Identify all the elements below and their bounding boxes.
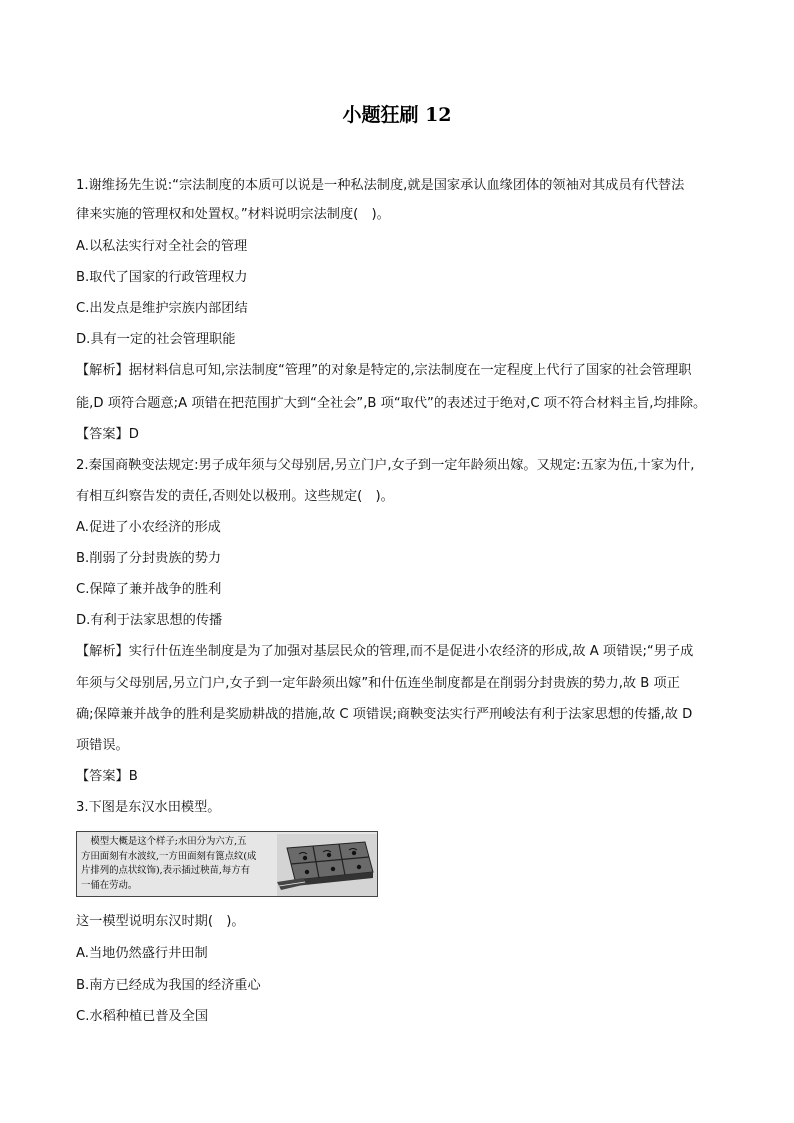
question-2-analysis-cont: 年须与父母别居,另立门户,女子到一定年龄须出嫁”和什伍连坐制度都是在削弱分封贵族的势力,故 B 项正 bbox=[76, 676, 680, 691]
question-2-answer: 【答案】B bbox=[76, 769, 138, 784]
question-1-answer: 【答案】D bbox=[76, 427, 139, 442]
question-2-option-d: D.有利于法家思想的传播 bbox=[76, 613, 223, 628]
question-1-analysis-cont: 能,D 项符合题意;A 项错在把范围扩大到“全社会”,B 项“取代”的表述过于绝对,C 项不符合材料主旨,均排除。 bbox=[76, 396, 707, 411]
question-2-stem: 2.秦国商鞅变法规定:男子成年须与父母别居,另立门户,女子到一定年龄须出嫁。又规定:五家为伍,十家为什, bbox=[76, 458, 695, 473]
question-2-option-b: B.削弱了分封贵族的势力 bbox=[76, 551, 222, 566]
page-title: 小题狂刷 12 bbox=[342, 104, 452, 126]
figure-caption-line: 一俑在劳动。 bbox=[81, 879, 138, 891]
figure-caption-line: 模型大概是这个样子;水田分为六方,五 bbox=[81, 836, 247, 847]
question-1-option-a: A.以私法实行对全社会的管理 bbox=[76, 239, 248, 254]
question-3-stem: 3.下图是东汉水田模型。 bbox=[76, 800, 221, 815]
question-2-analysis-cont3: 项错误。 bbox=[76, 738, 129, 753]
question-2-stem-cont: 有相互纠察告发的责任,否则处以极刑。这些规定( )。 bbox=[76, 489, 394, 504]
figure-caption-line: 片排列的点状纹饰),表示插过秧苗,每方有 bbox=[81, 865, 250, 876]
question-2-analysis-cont2: 确;保障兼并战争的胜利是奖励耕战的措施,故 C 项错误;商鞅变法实行严刑峻法有利于法家思想的传播,故 D bbox=[76, 707, 693, 722]
question-1-option-b: B.取代了国家的行政管理权力 bbox=[76, 270, 248, 285]
question-3-option-a: A.当地仍然盛行井田制 bbox=[76, 946, 208, 961]
question-3-option-c: C.水稻种植已普及全国 bbox=[76, 1009, 209, 1024]
paddy-field-model-image bbox=[277, 834, 377, 896]
question-3-option-b: B.南方已经成为我国的经济重心 bbox=[76, 978, 261, 993]
question-2-option-c: C.保障了兼并战争的胜利 bbox=[76, 582, 222, 597]
question-1-option-d: D.具有一定的社会管理职能 bbox=[76, 332, 236, 347]
question-1-stem: 1.谢维扬先生说:“宗法制度的本质可以说是一种私法制度,就是国家承认血缘团体的领袖对其成员有代替法 bbox=[76, 178, 685, 193]
question-3-prompt: 这一模型说明东汉时期( )。 bbox=[76, 914, 245, 929]
figure-caption-line: 方田面刻有水波纹,一方田面刻有篦点纹(成 bbox=[81, 850, 257, 862]
question-1-analysis: 【解析】据材料信息可知,宗法制度“管理”的对象是特定的,宗法制度在一定程度上代行了国家的社会管理职 bbox=[76, 363, 692, 378]
question-2-option-a: A.促进了小农经济的形成 bbox=[76, 520, 221, 535]
question-1-stem-cont: 律来实施的管理权和处置权。”材料说明宗法制度( )。 bbox=[76, 207, 390, 222]
paddy-field-model-figure bbox=[76, 831, 378, 897]
question-2-analysis: 【解析】实行什伍连坐制度是为了加强对基层民众的管理,而不是促进小农经济的形成,故 A 项错误;“男子成 bbox=[76, 644, 694, 659]
figure-caption bbox=[81, 835, 281, 893]
question-1-option-c: C.出发点是维护宗族内部团结 bbox=[76, 301, 248, 316]
